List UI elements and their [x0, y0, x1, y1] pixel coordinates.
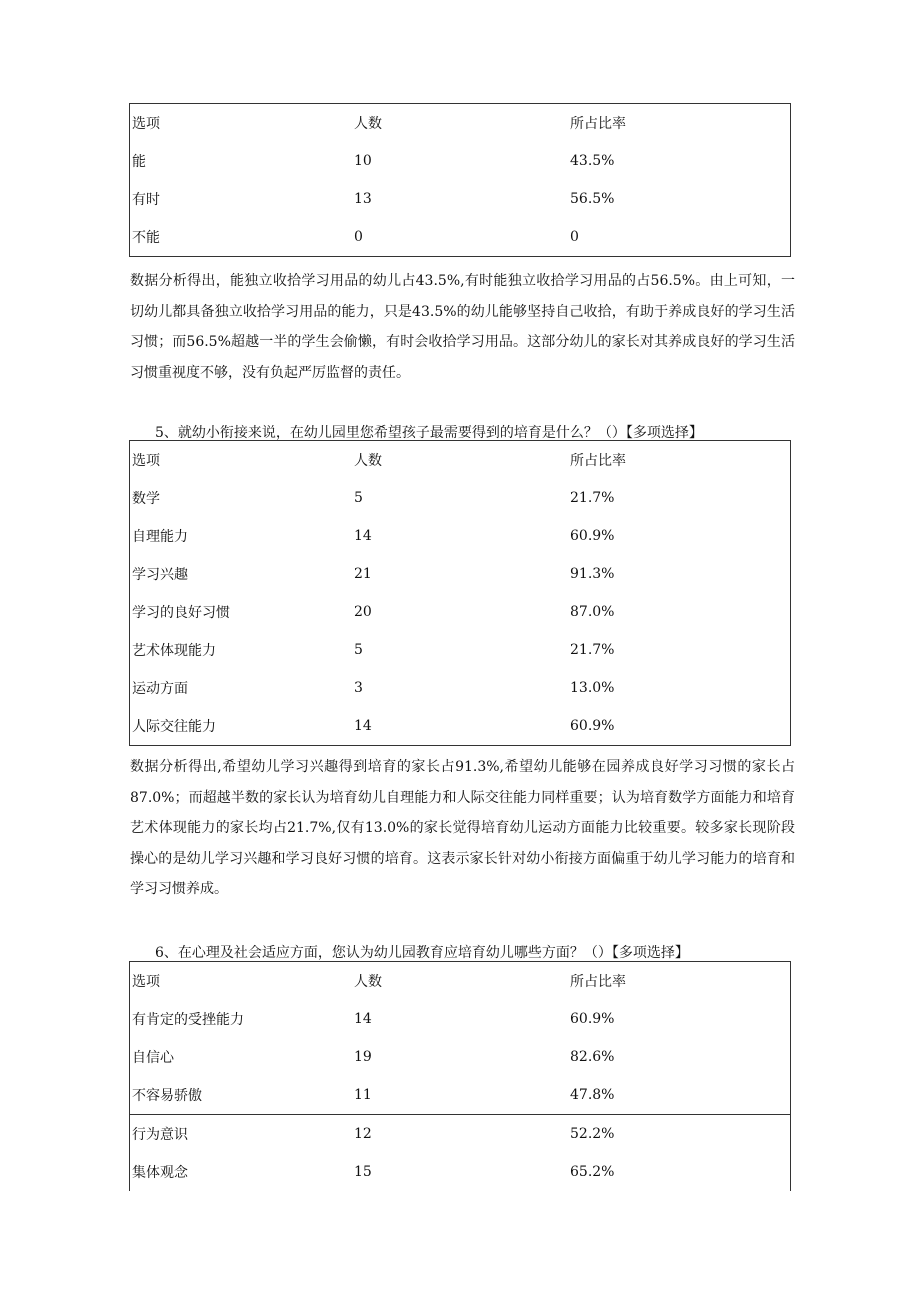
cell-ratio: 13.0%	[570, 680, 615, 696]
cell-ratio: 65.2%	[570, 1164, 615, 1180]
table-transition-priorities	[129, 440, 791, 746]
cell-count: 10	[354, 153, 372, 169]
table-header	[130, 441, 790, 479]
cell-option: 不容易骄傲	[132, 1088, 202, 1104]
cell-option: 能	[132, 154, 146, 170]
table-row	[130, 1038, 790, 1076]
header-option: 选项	[132, 974, 160, 990]
cell-option: 行为意识	[132, 1127, 188, 1143]
table-row	[130, 631, 790, 669]
question-6-heading: 6、在心理及社会适应方面，您认为幼儿园教育应培育幼儿哪些方面？（）【多项选择】	[155, 945, 689, 961]
table-row	[130, 517, 790, 555]
cell-count: 12	[354, 1126, 372, 1142]
cell-ratio: 82.6%	[570, 1049, 615, 1065]
cell-ratio: 91.3%	[570, 566, 615, 582]
cell-option: 集体观念	[132, 1165, 188, 1181]
analysis-paragraph-2: 数据分析得出,希望幼儿学习兴趣得到培育的家长占91.3%,希望幼儿能够在园养成良好学习习惯的家长占87.0%；而超越半数的家长认为培育幼儿自理能力和人际交往能力同样重要；认为培育数学方面能力和培育艺术体现能力的家长均占21.7%,仅有13.0%的家长觉得培育幼儿运动方面能力比较重要。较多家长现阶段操心的是幼儿学习兴趣和学习良好习惯的培育。这表示家长针对幼小衔接方面偏重于幼儿学习能力的培育和学习习惯养成。	[130, 759, 795, 897]
cell-ratio: 60.9%	[570, 528, 615, 544]
table-row	[130, 180, 790, 218]
cell-ratio: 21.7%	[570, 642, 615, 658]
cell-count: 14	[354, 718, 372, 734]
cell-ratio: 43.5%	[570, 153, 615, 169]
header-count: 人数	[354, 116, 382, 132]
cell-option: 人际交往能力	[132, 719, 216, 735]
cell-option: 有时	[132, 192, 160, 208]
header-option: 选项	[132, 453, 160, 469]
cell-count: 3	[354, 680, 363, 696]
table-row	[130, 142, 790, 180]
cell-option: 有肯定的受挫能力	[132, 1012, 244, 1028]
table-row	[130, 1153, 790, 1191]
cell-ratio: 21.7%	[570, 490, 615, 506]
cell-option: 艺术体现能力	[132, 643, 216, 659]
cell-ratio: 60.9%	[570, 718, 615, 734]
cell-count: 20	[354, 604, 372, 620]
cell-option: 运动方面	[132, 681, 188, 697]
cell-option: 自信心	[132, 1050, 174, 1066]
header-count: 人数	[354, 974, 382, 990]
cell-option: 数学	[132, 491, 160, 507]
cell-option: 自理能力	[132, 529, 188, 545]
cell-count: 11	[354, 1087, 372, 1103]
cell-ratio: 52.2%	[570, 1126, 615, 1142]
table-row	[130, 1114, 790, 1153]
header-ratio: 所占比率	[570, 453, 626, 469]
cell-option: 学习兴趣	[132, 567, 188, 583]
question-5-heading: 5、就幼小衔接来说，在幼儿园里您希望孩子最需要得到的培育是什么？（）【多项选择】	[155, 425, 703, 441]
cell-option: 学习的良好习惯	[132, 605, 230, 621]
cell-ratio: 87.0%	[570, 604, 615, 620]
table-row	[130, 555, 790, 593]
table-row	[130, 1000, 790, 1038]
cell-ratio: 60.9%	[570, 1011, 615, 1027]
header-option: 选项	[132, 116, 160, 132]
cell-option: 不能	[132, 230, 160, 246]
table-row	[130, 218, 790, 256]
table-header	[130, 104, 790, 142]
table-row	[130, 479, 790, 517]
cell-count: 5	[354, 642, 363, 658]
cell-ratio: 0	[570, 229, 579, 245]
table-row	[130, 1076, 790, 1114]
cell-count: 19	[354, 1049, 372, 1065]
header-ratio: 所占比率	[570, 974, 626, 990]
table-row	[130, 593, 790, 631]
table-header	[130, 962, 790, 1000]
cell-count: 5	[354, 490, 363, 506]
header-ratio: 所占比率	[570, 116, 626, 132]
cell-count: 0	[354, 229, 363, 245]
cell-ratio: 56.5%	[570, 191, 615, 207]
header-count: 人数	[354, 453, 382, 469]
cell-count: 13	[354, 191, 372, 207]
cell-count: 15	[354, 1164, 372, 1180]
table-row	[130, 669, 790, 707]
analysis-paragraph-1: 数据分析得出，能独立收拾学习用品的幼儿占43.5%,有时能独立收拾学习用品的占56.5%。由上可知，一切幼儿都具备独立收拾学习用品的能力，只是43.5%的幼儿能够坚持自己收拾，有助于养成良好的学习生活习惯；而56.5%超越一半的学生会偷懒，有时会收拾学习用品。这部分幼儿的家长对其养成良好的学习生活习惯重视度不够，没有负起严厉监督的责任。	[130, 273, 795, 381]
cell-count: 14	[354, 1011, 372, 1027]
table-independent-tidying	[129, 103, 791, 257]
table-social-adaptation	[129, 961, 791, 1191]
table-row	[130, 707, 790, 745]
cell-ratio: 47.8%	[570, 1087, 615, 1103]
cell-count: 14	[354, 528, 372, 544]
cell-count: 21	[354, 566, 372, 582]
